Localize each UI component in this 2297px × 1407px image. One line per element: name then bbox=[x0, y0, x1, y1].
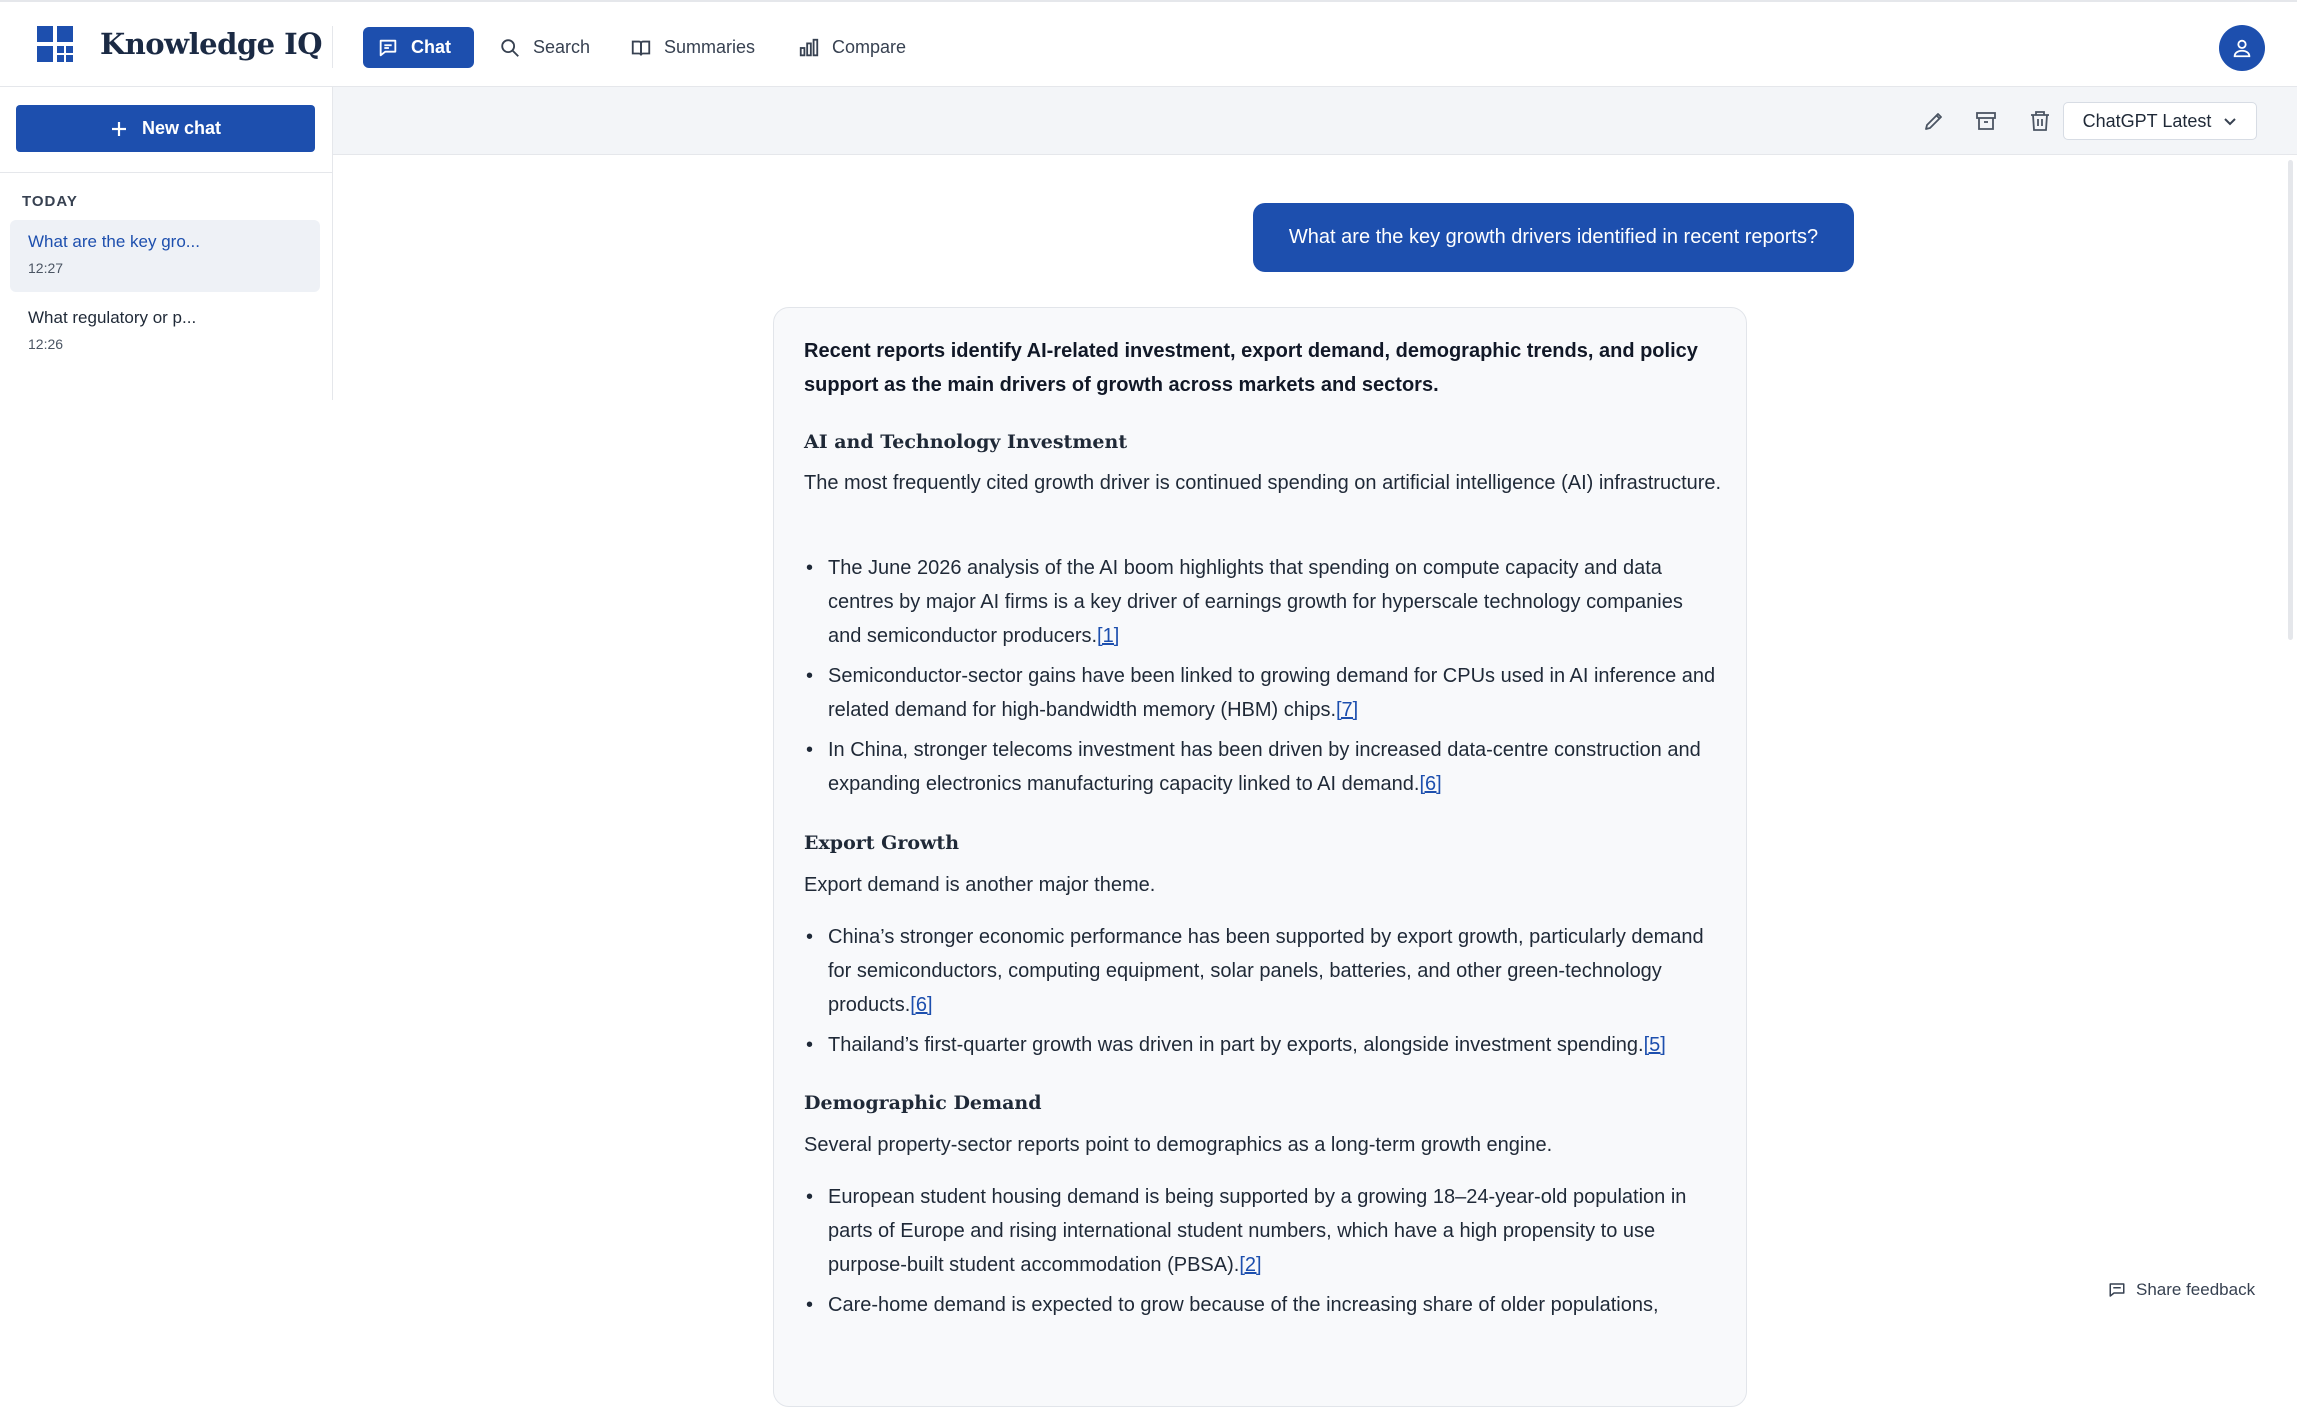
user-avatar[interactable] bbox=[2219, 25, 2265, 71]
feedback-icon bbox=[2108, 1281, 2126, 1299]
chat-bubble-icon bbox=[377, 37, 399, 59]
history-item-title: What are the key gro... bbox=[28, 232, 200, 251]
list-item bbox=[804, 1180, 1718, 1282]
nav-compare-label: Compare bbox=[832, 37, 907, 57]
citation-link[interactable]: [6] bbox=[1419, 773, 1442, 795]
nav-chat-label: Chat bbox=[411, 37, 451, 57]
user-message bbox=[1253, 203, 1854, 272]
citation-link[interactable]: [5] bbox=[1643, 1034, 1666, 1056]
list-item bbox=[804, 1028, 1718, 1062]
app-title: Knowledge IQ bbox=[100, 27, 322, 61]
list-item-text: Thailand’s first-quarter growth was driven in part by exports, alongside investment spending. bbox=[828, 1034, 1644, 1056]
history-item-time: 12:26 bbox=[28, 336, 64, 352]
answer-lead: Recent reports identify AI-related investment, export demand, demographic trends, and policy support as the main drivers of growth across markets and sectors. bbox=[804, 340, 1698, 396]
model-selector[interactable] bbox=[2063, 102, 2257, 140]
search-icon bbox=[499, 37, 521, 59]
list-item bbox=[804, 659, 1718, 727]
chevron-down-icon bbox=[2223, 114, 2237, 128]
share-feedback-label: Share feedback bbox=[2136, 1280, 2256, 1299]
share-feedback-button[interactable] bbox=[2108, 1280, 2255, 1300]
list-item-text: The June 2026 analysis of the AI boom highlights that spending on compute capacity and data centres by major AI firms is a key driver of earnings growth for hyperscale technology companies and semiconductor producers. bbox=[828, 557, 1683, 647]
list-item-text: China’s stronger economic performance has been supported by export growth, particularly demand for semiconductors, computing equipment, solar panels, batteries, and other green-technology products. bbox=[828, 926, 1704, 1016]
new-chat-button[interactable] bbox=[16, 105, 315, 152]
app-logo-icon bbox=[37, 26, 73, 62]
nav-search-label: Search bbox=[533, 37, 591, 57]
section-intro: Export demand is another major theme. bbox=[804, 874, 1156, 896]
list-item-text: Semiconductor-sector gains have been linked to growing demand for CPUs used in AI inference and related demand for high-bandwidth memory (HBM) chips. bbox=[828, 665, 1716, 721]
book-icon bbox=[630, 37, 652, 59]
nav-summaries[interactable] bbox=[616, 27, 769, 68]
model-selector-label: ChatGPT Latest bbox=[2082, 110, 2212, 131]
citation-link[interactable]: [1] bbox=[1097, 625, 1120, 647]
list-item bbox=[804, 920, 1718, 1022]
list-item bbox=[804, 1288, 1718, 1322]
citation-link[interactable]: [7] bbox=[1336, 699, 1359, 721]
section-heading: Demographic Demand bbox=[804, 1092, 1042, 1114]
user-icon bbox=[2231, 37, 2253, 59]
top-bar bbox=[0, 0, 2297, 87]
section-intro: The most frequently cited growth driver is continued spending on artificial intelligence (AI) infrastructure. bbox=[804, 472, 1722, 494]
history-item-title: What regulatory or p... bbox=[28, 308, 197, 327]
nav-chat[interactable] bbox=[363, 27, 474, 68]
citation-link[interactable]: [6] bbox=[910, 994, 933, 1016]
nav-summaries-label: Summaries bbox=[664, 37, 756, 57]
list-item-text: European student housing demand is being supported by a growing 18–24-year-old population in parts of Europe and rising international student numbers, which have a high propensity to use purpose-built student accommodation (PBSA). bbox=[828, 1186, 1687, 1276]
section-heading: AI and Technology Investment bbox=[804, 431, 1128, 453]
section-heading: Export Growth bbox=[804, 832, 960, 854]
sidebar-divider bbox=[0, 172, 333, 173]
archive-icon[interactable] bbox=[1974, 109, 1998, 133]
trash-icon[interactable] bbox=[2028, 109, 2052, 133]
new-chat-label: New chat bbox=[141, 118, 222, 138]
history-item[interactable] bbox=[10, 220, 320, 292]
list-item bbox=[804, 551, 1718, 653]
chat-toolbar bbox=[333, 87, 2297, 155]
history-item-time: 12:27 bbox=[28, 260, 64, 276]
plus-icon bbox=[110, 120, 128, 138]
scrollbar[interactable] bbox=[2288, 160, 2293, 640]
nav-compare[interactable] bbox=[784, 27, 920, 68]
user-message-text: What are the key growth drivers identified in recent reports? bbox=[1288, 226, 1819, 248]
edit-pencil-icon[interactable] bbox=[1922, 109, 1946, 133]
sidebar bbox=[0, 87, 333, 400]
header-divider bbox=[332, 26, 333, 68]
bar-chart-icon bbox=[798, 37, 820, 59]
list-item-text: Care-home demand is expected to grow because of the increasing share of older populations, bbox=[828, 1294, 1659, 1316]
citation-link[interactable]: [2] bbox=[1239, 1254, 1262, 1276]
nav-search[interactable] bbox=[485, 27, 604, 68]
assistant-answer bbox=[773, 307, 1747, 1407]
section-intro: Several property-sector reports point to demographics as a long-term growth engine. bbox=[804, 1134, 1553, 1156]
list-item bbox=[804, 733, 1718, 801]
history-item[interactable] bbox=[10, 296, 320, 368]
history-section-label: TODAY bbox=[22, 193, 78, 210]
list-item-text: In China, stronger telecoms investment has been driven by increased data-centre construction and expanding electronics manufacturing capacity linked to AI demand. bbox=[828, 739, 1701, 795]
